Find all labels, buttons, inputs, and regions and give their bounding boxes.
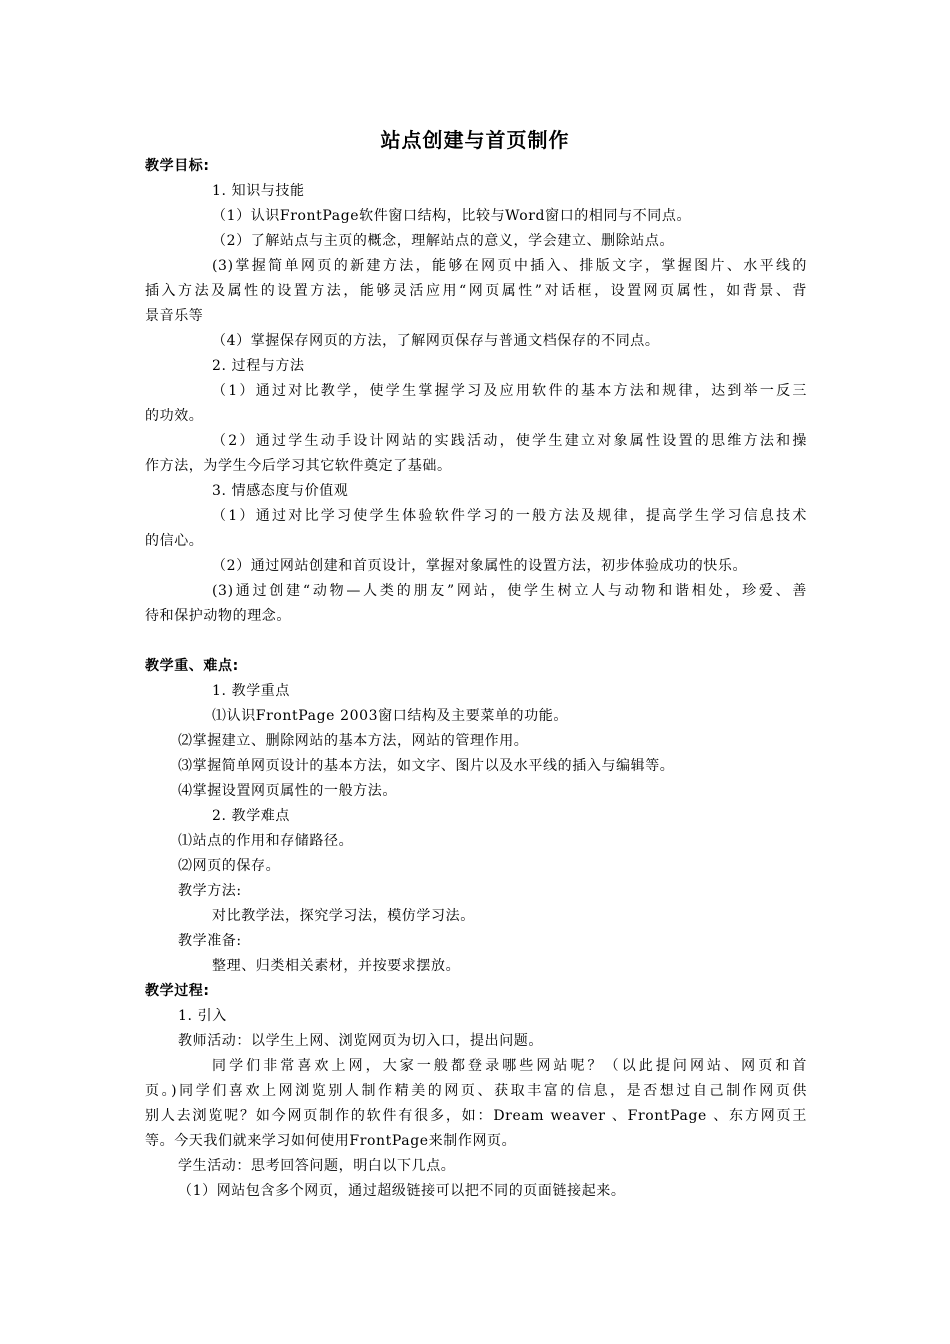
text-line: ⑴站点的作用和存储路径。: [178, 833, 354, 849]
text-line: 插入方法及属性的设置方法，能够灵活应用“网页属性”对话框，设置网页属性，如背景、背: [145, 283, 807, 299]
text-line: 2. 教学难点: [212, 808, 291, 824]
section-heading: 教学过程:: [145, 983, 210, 999]
text-line: 1. 引入: [178, 1008, 227, 1024]
text-line: 3. 情感态度与价值观: [212, 483, 349, 499]
text-line: ⑵网页的保存。: [178, 858, 281, 874]
section-heading: 教学目标:: [145, 158, 210, 174]
text-line: 对比教学法，探究学习法，模仿学习法。: [212, 908, 475, 924]
text-line: (3)掌握简单网页的新建方法，能够在网页中插入、排版文字，掌握图片、水平线的: [212, 258, 807, 274]
text-line: 教师活动：以学生上网、浏览网页为切入口，提出问题。: [178, 1033, 543, 1049]
text-line: 别人去浏览呢？如今网页制作的软件有很多，如：Dream weaver 、FrontPage 、东方网页王: [145, 1108, 807, 1124]
text-line: (3)通过创建“动物—人类的朋友”网站，使学生树立人与动物和谐相处，珍爱、善: [212, 583, 807, 599]
text-line: 待和保护动物的理念。: [145, 608, 291, 624]
text-line: 1. 教学重点: [212, 683, 291, 699]
text-line: 页。)同学们喜欢上网浏览别人制作精美的网页、获取丰富的信息，是否想过自己制作网页供: [145, 1083, 807, 1099]
text-line: 的信心。: [145, 533, 204, 549]
text-line: （1）认识FrontPage软件窗口结构，比较与Word窗口的相同与不同点。: [212, 208, 692, 224]
text-line: 学生活动：思考回答问题，明白以下几点。: [178, 1158, 456, 1174]
text-line: 同学们非常喜欢上网，大家一般都登录哪些网站呢？（以此提问网站、网页和首: [212, 1058, 807, 1074]
text-line: 的功效。: [145, 408, 204, 424]
text-line: ⑷掌握设置网页属性的一般方法。: [178, 783, 397, 799]
section-heading: 教学重、难点:: [145, 658, 239, 674]
text-line: （1）网站包含多个网页，通过超级链接可以把不同的页面链接起来。: [178, 1183, 626, 1199]
document-title: 站点创建与首页制作: [380, 128, 570, 152]
text-line: 作方法，为学生今后学习其它软件奠定了基础。: [145, 458, 452, 474]
text-line: （2）了解站点与主页的概念，理解站点的意义，学会建立、删除站点。: [212, 233, 675, 249]
text-line: （2）通过学生动手设计网站的实践活动，使学生建立对象属性设置的思维方法和操: [212, 433, 807, 449]
text-line: 教学准备:: [178, 933, 242, 949]
text-line: 2. 过程与方法: [212, 358, 305, 374]
text-line: ⑵掌握建立、删除网站的基本方法，网站的管理作用。: [178, 733, 529, 749]
text-line: 教学方法:: [178, 883, 242, 899]
text-line: ⑶掌握简单网页设计的基本方法，如文字、图片以及水平线的插入与编辑等。: [178, 758, 675, 774]
text-line: 1. 知识与技能: [212, 183, 305, 199]
text-line: （2）通过网站创建和首页设计，掌握对象属性的设置方法，初步体验成功的快乐。: [212, 558, 748, 574]
text-line: 景音乐等: [145, 308, 204, 324]
text-line: （1）通过对比教学，使学生掌握学习及应用软件的基本方法和规律，达到举一反三: [212, 383, 807, 399]
text-line: （1）通过对比学习使学生体验软件学习的一般方法及规律，提高学生学习信息技术: [212, 508, 807, 524]
text-line: ⑴认识FrontPage 2003窗口结构及主要菜单的功能。: [212, 708, 568, 724]
text-line: 整理、归类相关素材，并按要求摆放。: [212, 958, 461, 974]
text-line: （4）掌握保存网页的方法，了解网页保存与普通文档保存的不同点。: [212, 333, 660, 349]
text-line: 等。今天我们就来学习如何使用FrontPage来制作网页。: [145, 1133, 517, 1149]
